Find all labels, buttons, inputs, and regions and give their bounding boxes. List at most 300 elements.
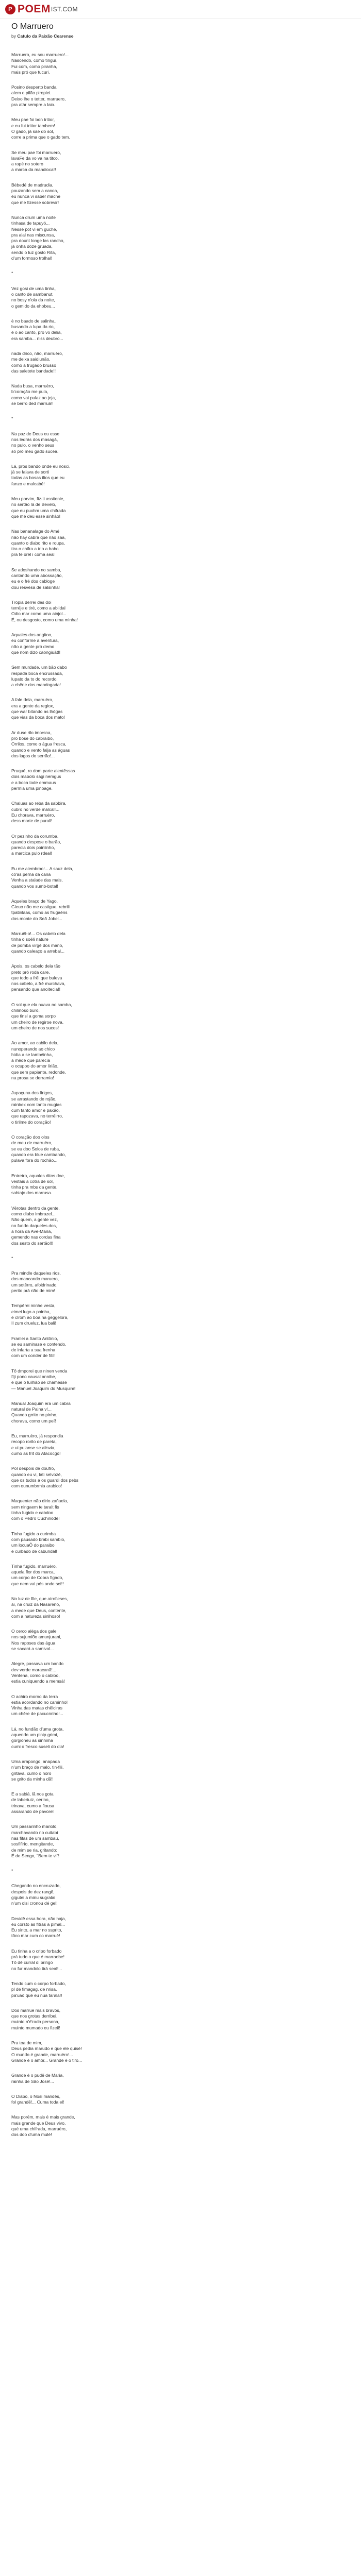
poem-title: O Marruero xyxy=(11,22,54,31)
poem-line: Aquales dos angitoo, xyxy=(11,632,53,638)
stanza xyxy=(11,318,350,342)
poem-line: mais pró que tucuri. xyxy=(11,69,50,75)
stanza xyxy=(11,1466,350,1489)
poem-line: Il zum drueluz, lua bali! xyxy=(11,1320,56,1326)
stanza xyxy=(11,2094,350,2106)
poem-line: a marcica pulo rdeal! xyxy=(11,851,52,856)
poem-line: Tô dê curral di bringo xyxy=(11,1960,53,1965)
stanza xyxy=(11,1002,350,1031)
stanza xyxy=(11,665,350,688)
poem-line: Mas porém, mais é mais grande, xyxy=(11,2114,75,2120)
section-divider: * xyxy=(11,1868,13,1874)
poem-line: muinto n'é'rado persona, xyxy=(11,2019,60,2025)
poem-line: das saletete bandade!! xyxy=(11,368,56,374)
poem-line: hidia a se lambéinha, xyxy=(11,1052,53,1057)
poem-line: quando e vento falja as águas xyxy=(11,747,70,753)
stanza xyxy=(11,1981,350,1998)
poem-line: de pomba virgê dos mano, xyxy=(11,942,63,948)
poem-line: pra te orel i coma seal xyxy=(11,552,55,557)
section-divider: * xyxy=(11,416,13,421)
poem-line: se eu saminase e contendo, xyxy=(11,1341,67,1347)
section-divider: * xyxy=(11,270,13,276)
poem-line: Nunca drum uma noite xyxy=(11,214,56,220)
poem-line: com o Pedro Cuchinodé! xyxy=(11,1516,60,1521)
poem-line: cô'as perna da cana xyxy=(11,871,51,877)
poem-line: Tendo cum o corpo forbado, xyxy=(11,1980,66,1986)
poem-line: é o ao canto, pro vo delia, xyxy=(11,330,62,335)
logo-suffix: IST.COM xyxy=(51,5,78,13)
poem-line: a hora da Ave-Maria, xyxy=(11,1228,52,1234)
poem-line: fol grandê!... Cuma toda el! xyxy=(11,2099,64,2105)
poem-line: marchavando no cuitabí xyxy=(11,1829,58,1835)
poem-line: e eu fui tritior tambem! xyxy=(11,123,55,128)
poem-line: Jupaçuna dos lírigos, xyxy=(11,1090,53,1096)
poem-line: como a trugado brusso xyxy=(11,362,56,368)
poem-line: e que o luilhão se chamesse xyxy=(11,1380,67,1385)
stanza xyxy=(11,1270,350,1294)
poem-line: recopo rorilo de pareta, xyxy=(11,1439,57,1445)
poem-line: Pra mindle daqueles rios, xyxy=(11,1270,61,1276)
poem-line: com a natureza sinlhoso! xyxy=(11,1613,60,1619)
poem-line: dois mabolo sagi nemgus xyxy=(11,774,61,779)
poem-line: Venha a stalade das mais, xyxy=(11,877,63,883)
poem-line: nas fitas de um sambau, xyxy=(11,1835,59,1841)
poem-line: gritava, cumo o horo xyxy=(11,1770,52,1776)
stanza xyxy=(11,768,350,791)
poem-line: o gemido da ehobeu... xyxy=(11,303,55,309)
poem-line: Deixo lhe o tetter, marruero, xyxy=(11,96,66,101)
poem-line: a mêde que parecia xyxy=(11,1058,51,1063)
poem-line: não hay cabra que não saa, xyxy=(11,534,66,540)
poem-line: era samba... niss deubro... xyxy=(11,335,63,341)
poem-line: Tô dmporei que ninen venda xyxy=(11,1368,68,1374)
poem-line: O mundo é grande, marruèro!... xyxy=(11,2052,73,2057)
poem-line: com pausado brabi sambio, xyxy=(11,1536,65,1542)
poem-line: Não quem, a gente vez, xyxy=(11,1217,58,1223)
poem-line: Maquenter não dirio zañaela, xyxy=(11,1498,69,1504)
poem-line: Odio mar como uma ainjol... xyxy=(11,611,67,617)
stanza xyxy=(11,1596,350,1619)
poem-line: a chêne dos mandogada! xyxy=(11,682,61,688)
poem-line: O gado, já sae do sol, xyxy=(11,128,54,134)
poem-line: despois de dez rangê, xyxy=(11,1889,55,1894)
stanza xyxy=(11,529,350,557)
poem-line: Tinha fugido, marruèro, xyxy=(11,1563,57,1569)
poem-line: n'um braço de malo, tin-fili, xyxy=(11,1765,64,1770)
poem-line: que vias da boca dos mato! xyxy=(11,715,65,720)
poem-line: perito prá rião de mim! xyxy=(11,1288,56,1294)
poem-line: É, ou desgosto, como uma minha! xyxy=(11,617,78,622)
poem-line: Dos marruè mais bravos, xyxy=(11,2007,60,2013)
poem-line: Ao amor, ao cabilo dela, xyxy=(11,1040,59,1046)
poem-line: dos doo d'uma mulé! xyxy=(11,2132,52,2138)
poem-line: sabiajo dos marrusa. xyxy=(11,1190,52,1196)
poem-line: Vinha das matas chêlciras xyxy=(11,1705,63,1711)
poem-line: chilinoso buro, xyxy=(11,1008,40,1013)
poem-line: pra alal nas miscunsa, xyxy=(11,232,55,238)
poem-line: e curbado de cabundal! xyxy=(11,1548,57,1554)
stanza xyxy=(11,182,350,206)
stanza xyxy=(11,801,350,824)
poem-line: tira o chifra a trio a babo xyxy=(11,546,59,552)
poem-line: Eu sinto, a mar no ssprito, xyxy=(11,1927,62,1933)
poem-line: no fur mandolo tirá seal!... xyxy=(11,1965,62,1971)
poem-line: b'coração me pula, xyxy=(11,389,48,395)
poem-line: Se meu pae foi marruero, xyxy=(11,149,61,155)
poem-line: eu nunca vi saber mache xyxy=(11,194,60,199)
stanza xyxy=(11,2040,350,2063)
author-prefix: by xyxy=(11,33,16,39)
poem-line: como vai pulaz ao jeja, xyxy=(11,395,56,400)
poem-line: Na paz de Deus eu esse xyxy=(11,431,60,436)
poem-line: que tinsl a goma sorpo xyxy=(11,1013,56,1019)
poem-line: quando despose o barão, xyxy=(11,839,61,844)
poem-line: pra atár sempre a laio. xyxy=(11,102,56,108)
stanza xyxy=(11,1531,350,1554)
poem-line: É de Sengo, "Bem te vi"! xyxy=(11,1853,59,1858)
poem-line: eu e o fré dos cabloge xyxy=(11,579,55,584)
poem-line: dou resvesa de salsinha! xyxy=(11,584,60,590)
stanza xyxy=(11,632,350,655)
poem-line: o ocupoo do amor lirião, xyxy=(11,1063,59,1069)
poem-line: fanzo e malcabé! xyxy=(11,481,45,486)
poem-line: Vêrotas dentro da gente, xyxy=(11,1205,60,1211)
poem-line: se sacará a samivol... xyxy=(11,1646,54,1652)
poem-line: tpatinlaas, como as frugaéns xyxy=(11,910,68,916)
poem-line: Pol despois de doufro, xyxy=(11,1466,55,1471)
poem-line: Tempêrei minhe vesta, xyxy=(11,1303,56,1309)
poem-line: No luz de file, que atrofieses, xyxy=(11,1596,68,1601)
poem-line: Deus pedia marudo e que ele quisé! xyxy=(11,2046,82,2052)
site-logo[interactable] xyxy=(5,3,78,15)
poem-line: Um passarinho mariolo, xyxy=(11,1824,58,1829)
poem-line: sem ningaem te taralt fis xyxy=(11,1504,59,1510)
poem-content xyxy=(11,22,350,2147)
poem-line: com ounumbrmia arabico! xyxy=(11,1483,62,1489)
stanza xyxy=(11,1040,350,1081)
poem-line: de mim se ria, gritando: xyxy=(11,1847,57,1853)
poem-line: Nascendo, como tinguí, xyxy=(11,58,58,63)
poem-line: um sotêrro, afoidrinado, xyxy=(11,1282,58,1287)
poem-line: eimei lugo a poinha, xyxy=(11,1309,51,1314)
poem-line: Marruêl-o!... Os cabelo dela xyxy=(11,931,65,937)
stanza xyxy=(11,1090,350,1125)
poem-line: eu conforme a aventura, xyxy=(11,638,59,643)
poem-line: tôco mar cum co marruè! xyxy=(11,1933,60,1939)
poem-line: que nom dizo caongiuãt!! xyxy=(11,649,60,655)
poem-line: E a sabiá, lã nos gota xyxy=(11,1791,54,1797)
poem-line: trinava, cumo a fiousa xyxy=(11,1803,55,1808)
poem-line: busando a lupa da rio, xyxy=(11,324,55,330)
logo-mark-icon: P xyxy=(5,4,15,14)
poem-line: me deixa saidiunão, xyxy=(11,357,51,362)
poem-line: O Diabo, o Nosi mandês, xyxy=(11,2093,60,2099)
poem-line: dos lagos do serrão!... xyxy=(11,753,55,758)
stanza xyxy=(11,1661,350,1684)
poem-author xyxy=(11,33,350,39)
poem-line: tinha pra mbs da gente, xyxy=(11,1184,58,1190)
stanza xyxy=(11,1134,350,1163)
poem-line: mais grande que Deus vivo, xyxy=(11,2120,66,2126)
poem-line: è no baado de salinha, xyxy=(11,318,56,324)
poem-line: e clrom ao boa na geggelora, xyxy=(11,1314,69,1320)
poem-line: nunoperando ao chico xyxy=(11,1046,55,1052)
poem-line: Eu, marruèro, já respondia xyxy=(11,1433,63,1439)
poem-line: Ar duse rilo imorsna, xyxy=(11,730,52,735)
poem-line: de laberiuiz, oerino, xyxy=(11,1797,50,1803)
stanza xyxy=(11,1336,350,1359)
stanza xyxy=(11,1824,350,1859)
stanza xyxy=(11,1694,350,1717)
poem-line: lupato da to do recordo, xyxy=(11,676,58,682)
poem-line: d'um formoso trolhal! xyxy=(11,256,53,261)
stanza xyxy=(11,2008,350,2031)
poem-line: Eu tinha a o cripo forbado xyxy=(11,1948,62,1954)
logo-text: POEM xyxy=(18,3,51,15)
poem-line: muinto mumado eu fizeil! xyxy=(11,2025,60,2030)
poem-line: já onha doze gruada, xyxy=(11,244,53,249)
stanza xyxy=(11,1206,350,1246)
poem-line: assarando de pavorel xyxy=(11,1809,54,1815)
poem-line: rainbex com tanto mugias xyxy=(11,1101,62,1107)
poem-line: terréje e tiré, como a abildal xyxy=(11,605,65,611)
poem-line: — Manuel Joaquim do Musquim! xyxy=(11,1385,76,1391)
poem-line: a marca da mandioca!! xyxy=(11,167,56,173)
poem-line: Bèbedé de madrudia, xyxy=(11,182,54,188)
stanza xyxy=(11,1759,350,1782)
poem-line: Alegre, passava um bando xyxy=(11,1661,64,1667)
poem-line: Aqueles braço de Yago, xyxy=(11,898,58,904)
stanza xyxy=(11,1498,350,1521)
poem-line: nada drico, não, marruèro, xyxy=(11,350,63,356)
poem-line: A fale dela, marruèro, xyxy=(11,697,54,703)
poem-line: Meu porvim, fiz-ti assitonie, xyxy=(11,496,64,502)
poem-line: Se adoshando no samba, xyxy=(11,567,61,572)
poem-line: alem o pilão p'ropiei. xyxy=(11,90,52,96)
poem-line: respada boca encrussada, xyxy=(11,670,63,676)
poem-line: que eu puxhm uma chifrada xyxy=(11,507,66,513)
section-divider: * xyxy=(11,1255,13,1261)
poem-body xyxy=(11,52,350,2138)
poem-line: rainha de São José!... xyxy=(11,2078,54,2084)
stanza xyxy=(11,1883,350,1906)
poem-line: Nada busa, marruèro, xyxy=(11,383,54,389)
stanza xyxy=(11,383,350,406)
poem-line: dess morte de purall! xyxy=(11,818,53,824)
poem-line: gorgioneu as sinhima xyxy=(11,1738,53,1743)
poem-line: era a gente da regiox, xyxy=(11,703,54,708)
poem-line: Sem murdade, um bão dabo xyxy=(11,665,67,670)
poem-line: não a gente pró demo xyxy=(11,643,55,649)
poem-line: um cheiro de regiroe nova, xyxy=(11,1019,64,1025)
poem-line: prá tudo o que é marraobe! xyxy=(11,1954,65,1960)
poem-line: natural de Paina v!... xyxy=(11,1406,52,1412)
poem-line: Franlei a Santo Antônio, xyxy=(11,1335,58,1341)
poem-line: estia cuniquendo a memsá! xyxy=(11,1679,65,1684)
poem-line: quando caleaço a arrebal... xyxy=(11,948,65,954)
poem-line: Posino desperto banda, xyxy=(11,84,58,90)
poem-line: Grande é o pudê de Maria, xyxy=(11,2073,64,2078)
poem-line: Tinha fugido a curimba xyxy=(11,1531,56,1536)
poem-line: n'um olsi cronou dé gel! xyxy=(11,1901,58,1906)
poem-line: Gleuo não me castigue, rebrili xyxy=(11,904,70,910)
poem-line: aquela flor dos marca, xyxy=(11,1569,55,1575)
poem-line: dos monte do Seã Jobel... xyxy=(11,916,62,921)
poem-line: que war bitando as lhógas xyxy=(11,709,63,715)
poem-line: o tirilme do coração! xyxy=(11,1119,51,1125)
stanza xyxy=(11,697,350,720)
poem-line: e ui pulanse se alisvia, xyxy=(11,1445,56,1450)
author-name[interactable]: Catulo da Paixão Cearense xyxy=(17,33,74,39)
poem-line: se eu doo Solos de ruba, xyxy=(11,1146,60,1151)
stanza xyxy=(11,730,350,759)
poem-line: no pulo, o venho seus xyxy=(11,443,55,448)
poem-line: Devidê essa hora, não haja, xyxy=(11,1916,66,1921)
poem-line: que me fizesse sobrevir! xyxy=(11,199,59,205)
poem-line: Pruqué, ro dom parte alentêssas xyxy=(11,768,75,774)
poem-line: aquendo um pinip grimi, xyxy=(11,1732,58,1738)
poem-line: Tropia derrei des doi xyxy=(11,599,52,605)
stanza xyxy=(11,1564,350,1587)
poem-line: Quando grrito no pinho, xyxy=(11,1412,58,1418)
poem-line: Fui com, como piranha, xyxy=(11,63,57,69)
stanza xyxy=(11,286,350,309)
poem-line: no fundo daqueles dos, xyxy=(11,1223,57,1228)
stanza xyxy=(11,52,350,75)
stanza xyxy=(11,431,350,454)
poem-line: ái, na cruiz da Nasareno, xyxy=(11,1602,60,1607)
poem-line: se arrastando de rojão, xyxy=(11,1096,57,1101)
poem-line: de infarta a sua frenha xyxy=(11,1347,56,1353)
poem-line: tinha o soêli nature xyxy=(11,937,48,942)
poem-line: gigutei a minu sugralai xyxy=(11,1894,56,1900)
poem-line: que todo a frêi que buleva xyxy=(11,975,62,980)
poem-line: no bosy n'ola da noite, xyxy=(11,297,55,303)
stanza xyxy=(11,567,350,590)
stanza xyxy=(11,600,350,623)
poem-line: chorava, como um peí! xyxy=(11,1418,56,1423)
poem-line: um chêre de pacucnnho!... xyxy=(11,1711,63,1717)
poem-line: um locuaÕ do paraibo xyxy=(11,1543,55,1548)
poem-line: Uma arapongo, anapada xyxy=(11,1758,60,1764)
poem-line: Chaluas ao reba da sabbira, xyxy=(11,801,67,806)
poem-line: nos sujumiõo amunjurani, xyxy=(11,1634,61,1640)
poem-line: pra dount longe las rancho, xyxy=(11,238,65,244)
poem-line: um cheiro de nos sucos! xyxy=(11,1025,59,1030)
poem-line: permia uma pinoage. xyxy=(11,786,53,791)
poem-line: pensando que anoitecia!! xyxy=(11,987,60,992)
poem-line: gemendo nas cordas fina xyxy=(11,1234,61,1240)
poem-line: Nesse pot vi em guche, xyxy=(11,226,57,232)
stanza xyxy=(11,931,350,954)
poem-line: nos ledrás dos masagá, xyxy=(11,436,58,442)
poem-line: estia acordando no caminho! xyxy=(11,1699,68,1705)
stanza xyxy=(11,1401,350,1424)
poem-line: quando eu vi, lati selvozé, xyxy=(11,1471,62,1477)
poem-line: que nem vai pós ande sei!! xyxy=(11,1581,64,1586)
stanza xyxy=(11,1303,350,1326)
poem-line: pl de fimagag, de nrisa, xyxy=(11,1987,57,1992)
poem-line: vestais a cotra de sol, xyxy=(11,1178,54,1184)
poem-line: Chegando no encruzado, xyxy=(11,1883,61,1889)
poem-line: dos mancando maruero, xyxy=(11,1276,59,1282)
stanza xyxy=(11,1726,350,1750)
poem-line: preto pró roda care, xyxy=(11,969,50,975)
poem-line: e a boca tode emmaus xyxy=(11,779,56,785)
poem-line: dos sesto do sertão!!! xyxy=(11,1240,54,1246)
poem-line: sendo o luz gosto Rita, xyxy=(11,249,56,255)
stanza xyxy=(11,215,350,261)
poem-line: cumo as frit do Atacocgó! xyxy=(11,1450,61,1456)
stanza xyxy=(11,496,350,519)
stanza xyxy=(11,150,350,173)
poem-line: cumi o fresco suseli do dia! xyxy=(11,1743,64,1749)
poem-line: cubro no verde malcal!... xyxy=(11,806,60,812)
stanza xyxy=(11,1433,350,1456)
stanza xyxy=(11,834,350,857)
poem-line: Ventena, como o cabloo, xyxy=(11,1672,60,1678)
poem-line: Eu chorava, marruèro, xyxy=(11,812,55,818)
poem-line: Entretro, aquales ditos doe, xyxy=(11,1173,65,1178)
stanza xyxy=(11,2073,350,2084)
stanza xyxy=(11,2114,350,2138)
poem-line: Marruero, eu sou marruero!... xyxy=(11,52,69,57)
top-bar xyxy=(0,0,361,19)
poem-line: se berro ded marruä!! xyxy=(11,401,54,406)
poem-line: quando vos sumb-botal! xyxy=(11,883,58,889)
stanza xyxy=(11,1948,350,1972)
poem-line: que rapozava, no terréirro, xyxy=(11,1113,63,1119)
poem-line: Nos raposes das água xyxy=(11,1640,56,1646)
stanza xyxy=(11,1791,350,1815)
poem-line: Eu me alembroo!... A sauz dela, xyxy=(11,866,74,871)
poem-line: na prosa se derramia! xyxy=(11,1075,54,1080)
poem-line: O cerco aléga dos gale xyxy=(11,1629,57,1634)
poem-line: quanto o diabo rito e roupa, xyxy=(11,540,65,546)
poem-line: que sem papiante, redonde, xyxy=(11,1069,66,1075)
poem-line: de meu de marruèro, xyxy=(11,1140,53,1146)
poem-line: qué uma chifrada, marruèro, xyxy=(11,2126,67,2131)
stanza xyxy=(11,117,350,140)
poem-line: fíji pono causal annibe, xyxy=(11,1374,56,1379)
poem-line: só pró meu gado suceá. xyxy=(11,448,59,454)
poem-line: Lá, no fundão d'uma grota, xyxy=(11,1726,64,1732)
poem-line: Manual Joaquim era um cabra xyxy=(11,1400,71,1406)
stanza xyxy=(11,84,350,108)
poem-line: Vez gosi de uma tinha, xyxy=(11,285,56,291)
poem-line: quando era blue cambando, xyxy=(11,1151,66,1157)
poem-line: sosfifirio, mengitande, xyxy=(11,1841,54,1847)
poem-line: O sol que ela nuava no samba, xyxy=(11,1002,72,1007)
poem-line: o canto de sambanut, xyxy=(11,291,54,297)
poem-line: Nas bananalage do Amé xyxy=(11,529,60,534)
poem-line: dev verde maracanã!... xyxy=(11,1667,56,1672)
poem-line: a rapé no sotero xyxy=(11,161,43,167)
poem-line: corre a prima que o gado tem. xyxy=(11,134,70,140)
poem-line: O coração doo olos xyxy=(11,1134,50,1140)
stanza xyxy=(11,351,350,374)
poem-line: tinha fugido e cabdoo xyxy=(11,1510,54,1516)
poem-line: Apois, os cabelo dela tão xyxy=(11,963,60,969)
poem-line: Orrilos, como o água fresca, xyxy=(11,741,67,747)
stanza xyxy=(11,963,350,992)
poem-line: cum tanto amor e paxão, xyxy=(11,1108,60,1113)
poem-line: Lá, pros bando onde eu nosci, xyxy=(11,463,71,469)
poem-line: cantando uma abossação, xyxy=(11,573,63,578)
poem-line: Grande é o amôr... Grande é o tiro... xyxy=(11,2057,83,2063)
poem-line: já se falava de sorti xyxy=(11,469,50,475)
poem-line: Or pezinho da corumba, xyxy=(11,833,59,839)
